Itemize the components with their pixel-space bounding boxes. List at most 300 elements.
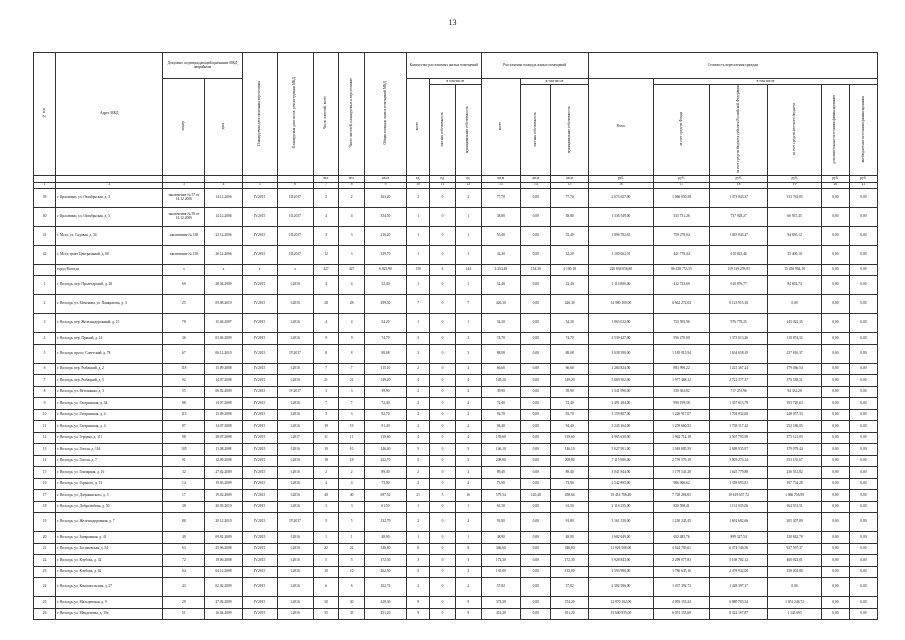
table-cell: 0,00: [849, 375, 877, 387]
table-cell: 21: [339, 375, 365, 387]
table-row: [34, 344, 878, 363]
table-cell: г. Вологда, ул. Ветошкина, д. 3: [56, 386, 163, 398]
table-cell: 1: [455, 245, 481, 264]
unit-cell: [163, 175, 205, 182]
table-cell: 94 332,28: [768, 386, 822, 398]
table-cell: 0,00: [521, 421, 551, 433]
table-row: [34, 532, 878, 544]
table-cell: 130 842,70: [768, 532, 822, 544]
table-cell: 0: [430, 245, 456, 264]
table-cell: [34, 264, 56, 276]
table-cell: 66,60: [481, 363, 521, 375]
table-cell: 74,70: [364, 333, 406, 345]
table-cell: 374,20: [551, 597, 588, 609]
table-cell: 1 437 392,73: [654, 578, 710, 597]
table-cell: I.2016: [277, 398, 313, 410]
table-cell: I.2016: [277, 409, 313, 421]
table-cell: 1: [34, 276, 56, 295]
table-cell: 1: [406, 226, 429, 245]
table-cell: 1 682 649,00: [588, 532, 653, 544]
table-cell: 14.07.2008: [205, 398, 242, 410]
table-cell: 4: [313, 276, 339, 295]
table-row: [34, 386, 878, 398]
table-cell: 72: [163, 555, 205, 567]
unit-cell: [242, 175, 277, 182]
table-cell: 88,08: [364, 344, 406, 363]
table-cell: 346,60: [551, 543, 588, 555]
table-cell: IV.2015: [242, 276, 277, 295]
table-cell: 1 336 549,00: [588, 207, 653, 226]
column-number-cell: 15: [551, 182, 588, 188]
unit-cell: руб.: [588, 175, 653, 182]
table-cell: 8 123 915,16: [710, 295, 768, 314]
table-cell: х: [277, 264, 313, 276]
table-cell: 0: [430, 578, 456, 597]
table-cell: 0,00: [849, 608, 877, 620]
table-cell: 144: [455, 264, 481, 276]
unit-cell: руб.: [849, 175, 877, 182]
table-cell: 0,00: [849, 188, 877, 207]
table-cell: 15.09.2008: [205, 363, 242, 375]
table-cell: 2 698 935,97: [710, 444, 768, 456]
table-cell: г. Вологда, ул. Гагаринская, д. 4: [56, 421, 163, 433]
table-cell: 1 131 035,06: [710, 501, 768, 513]
table-cell: 2: [406, 363, 429, 375]
table-cell: 0: [430, 566, 456, 578]
table-cell: 652 485,76: [654, 532, 710, 544]
table-cell: 92,70: [364, 409, 406, 421]
table-cell: 0: [430, 188, 456, 207]
table-cell: 1 259 660,53: [654, 421, 710, 433]
table-cell: 42: [34, 245, 56, 264]
table-cell: I.2016: [277, 295, 313, 314]
table-cell: 10: [34, 409, 56, 421]
column-number-cell: 16: [588, 182, 653, 188]
table-cell: 0: [430, 421, 456, 433]
table-cell: заключение № 139: [163, 245, 205, 264]
table-cell: 1 786 645,16: [654, 566, 710, 578]
table-row: [34, 597, 878, 609]
table-cell: 18: [313, 455, 339, 467]
table-cell: 2 539 427,00: [588, 333, 653, 345]
table-cell: 0,00: [521, 478, 551, 490]
table-cell: 375 121,83: [768, 432, 822, 444]
table-cell: I.2016: [277, 566, 313, 578]
table-cell: г. Вологда, ул. Мальцевская, д. 9: [56, 597, 163, 609]
table-row: [34, 245, 878, 264]
col-doc-number-header: номер: [163, 79, 205, 176]
table-cell: 11: [313, 432, 339, 444]
table-cell: 3: [339, 386, 365, 398]
table-cell: IV.2015: [242, 478, 277, 490]
table-cell: 88,08: [551, 344, 588, 363]
table-cell: 15.04.2007: [205, 314, 242, 333]
table-cell: I.2016: [277, 455, 313, 467]
table-cell: город Вологда: [56, 264, 163, 276]
table-cell: 6 925,90: [364, 264, 406, 276]
table-cell: 0,00: [521, 314, 551, 333]
table-cell: г. Вологда, пер. Железнодорожный, д. 15: [56, 314, 163, 333]
table-cell: 94,40: [551, 421, 588, 433]
table-cell: 06.02.2009: [205, 386, 242, 398]
unit-cell: ед.: [406, 175, 429, 182]
table-cell: 88,08: [481, 344, 521, 363]
table-cell: 10: [339, 444, 365, 456]
table-cell: 427: [313, 264, 339, 276]
table-cell: 0,00: [849, 398, 877, 410]
table-cell: 579,54: [481, 490, 521, 502]
table-cell: IV.2015: [242, 432, 277, 444]
table-cell: 0,00: [521, 363, 551, 375]
table-cell: г. Красавино, ул. Октябрьская, д. 5: [56, 207, 163, 226]
table-cell: 98: [163, 432, 205, 444]
unit-cell: руб.: [654, 175, 710, 182]
table-cell: 32: [163, 467, 205, 479]
table-cell: 1: [455, 226, 481, 245]
table-cell: 2: [455, 467, 481, 479]
table-cell: 427: [339, 264, 365, 276]
table-cell: 54,20: [551, 314, 588, 333]
table-cell: 40: [163, 532, 205, 544]
table-cell: I.2017: [277, 432, 313, 444]
table-cell: 0,00: [821, 226, 849, 245]
table-cell: 0,00: [849, 245, 877, 264]
table-cell: 0,00: [521, 188, 551, 207]
table-cell: 19: [339, 421, 365, 433]
table-cell: 2: [406, 578, 429, 597]
table-cell: 0: [430, 344, 456, 363]
table-cell: 40: [339, 490, 365, 502]
table-cell: г. Мста, ул. Садовая, д. 34: [56, 226, 163, 245]
table-cell: 19.06.2008: [205, 555, 242, 567]
table-row: [34, 467, 878, 479]
table-cell: 4: [34, 333, 56, 345]
table-cell: 379 079,44: [768, 444, 822, 456]
table-cell: IV.2015: [242, 188, 277, 207]
table-cell: IV.2015: [242, 245, 277, 264]
table-cell: 132,79: [364, 513, 406, 532]
table-cell: 0,00: [821, 555, 849, 567]
table-cell: г. Вологда, пер. Рыбацкий, д. 2: [56, 363, 163, 375]
table-cell: 1 359 093,81: [710, 478, 768, 490]
table-cell: 220 836 056,80: [588, 264, 653, 276]
table-cell: 115,10: [364, 363, 406, 375]
table-cell: г. Вологда, ул. Комсомольская, д. 27: [56, 578, 163, 597]
table-cell: 3: [34, 314, 56, 333]
table-cell: 697,52: [364, 490, 406, 502]
unit-cell: ед.: [455, 175, 481, 182]
table-cell: 74,70: [481, 333, 521, 345]
table-cell: 25: [163, 295, 205, 314]
table-cell: 2: [455, 363, 481, 375]
unit-cell: кв.м: [521, 175, 551, 182]
table-cell: 88: [163, 513, 205, 532]
table-cell: 48,90: [551, 532, 588, 544]
table-cell: 2: [455, 578, 481, 597]
table-cell: 1 949 885,59: [654, 444, 710, 456]
column-number-cell: 1: [34, 182, 56, 188]
table-cell: 0,00: [821, 295, 849, 314]
table-cell: 3: [339, 409, 365, 421]
table-cell: 1 357 813,79: [710, 398, 768, 410]
table-cell: IV.2017: [277, 344, 313, 363]
table-cell: 15 600 935,00: [588, 608, 653, 620]
table-cell: 1 473 843,37: [710, 188, 768, 207]
table-cell: 9: [406, 597, 429, 609]
table-cell: 1 863 022,00: [588, 314, 653, 333]
table-cell: 7: [339, 363, 365, 375]
table-cell: 0: [430, 386, 456, 398]
table-cell: 135,00: [481, 566, 521, 578]
table-cell: 43: [163, 578, 205, 597]
table-cell: 370 538,51: [768, 375, 822, 387]
table-cell: 8: [455, 543, 481, 555]
table-cell: 1 896 782,63: [588, 226, 653, 245]
table-cell: 7 728 281,65: [654, 490, 710, 502]
table-cell: 19.03.2009: [205, 478, 242, 490]
table-cell: 354,50: [364, 207, 406, 226]
table-cell: 6 880 703,34: [710, 597, 768, 609]
table-cell: 92,70: [481, 409, 521, 421]
table-cell: 533 731,26: [654, 207, 710, 226]
table-cell: 03.04.2009: [205, 333, 242, 345]
table-cell: заключение № 59 от 14.12.2006: [163, 207, 205, 226]
table-cell: 139,60: [364, 432, 406, 444]
table-cell: 2 721 377,37: [710, 375, 768, 387]
table-cell: 146,10: [481, 444, 521, 456]
table-cell: 0,00: [521, 375, 551, 387]
table-cell: 0,00: [849, 566, 877, 578]
table-cell: 15 456 904,18: [768, 264, 822, 276]
table-cell: I.2016: [277, 276, 313, 295]
table-cell: 172,30: [481, 555, 521, 567]
table-cell: 21: [34, 543, 56, 555]
table-cell: 0,00: [821, 188, 849, 207]
col-area-group-header: Расселяемая площадь жилых помещений: [481, 53, 588, 79]
table-cell: 39: [34, 188, 56, 207]
table-cell: III.2017: [277, 207, 313, 226]
col-cost-total-header: Всего: [588, 79, 653, 176]
table-cell: 7: [455, 295, 481, 314]
table-cell: 5 069 502,00: [588, 375, 653, 387]
table-cell: 1: [455, 314, 481, 333]
table-cell: 55 400,10: [768, 245, 822, 264]
table-cell: 3: [313, 501, 339, 513]
table-cell: 1 185 915,94: [654, 344, 710, 363]
column-number-cell: 18: [710, 182, 768, 188]
table-cell: 193 720,63: [768, 398, 822, 410]
table-cell: 3 245 164,00: [588, 421, 653, 433]
table-cell: г. Вологда, ул. Гончарная, д. 16: [56, 467, 163, 479]
table-cell: 16.04.2009: [205, 608, 242, 620]
table-cell: 179 466,54: [768, 363, 822, 375]
table-cell: 73,90: [481, 478, 521, 490]
table-row: [34, 421, 878, 433]
table-cell: 4: [339, 478, 365, 490]
table-cell: 1 045 843,27: [710, 226, 768, 245]
table-cell: 2: [455, 386, 481, 398]
table-row: [34, 363, 878, 375]
table-cell: 426,30: [551, 295, 588, 314]
table-cell: 1: [339, 532, 365, 544]
table-cell: 146,40: [364, 444, 406, 456]
unit-cell: руб.: [710, 175, 768, 182]
table-cell: 84 602,74: [768, 276, 822, 295]
unit-cell: [34, 175, 56, 182]
col-cost-region-header: за счет средств бюджета субъекта Российской Федерации: [710, 85, 768, 176]
table-cell: 262,50: [364, 566, 406, 578]
table-cell: 4: [339, 276, 365, 295]
col-cost-surplus-header: внебюджетные источники финансирования: [849, 85, 877, 176]
table-cell: 6 374 146,56: [710, 543, 768, 555]
col-num-header: № п/п: [34, 53, 56, 176]
table-cell: 5: [455, 444, 481, 456]
unit-cell: руб.: [821, 175, 849, 182]
table-cell: 553 135,67: [768, 455, 822, 467]
table-cell: 5: [313, 555, 339, 567]
table-cell: г. Вологда, ул. Зосимовская, д. 54: [56, 543, 163, 555]
table-cell: 2: [455, 398, 481, 410]
table-cell: 15.09.2008: [205, 409, 242, 421]
table-cell: 1 977 468,12: [654, 375, 710, 387]
table-cell: 499,30: [364, 295, 406, 314]
table-cell: 451,20: [551, 608, 588, 620]
table-cell: IV.2015: [242, 578, 277, 597]
table-cell: 4 965 630,00: [588, 432, 653, 444]
table-cell: 1 114 880,00: [588, 276, 653, 295]
table-cell: I.2016: [277, 578, 313, 597]
table-header: [34, 53, 878, 189]
table-cell: 13: [34, 444, 56, 456]
table-cell: 9: [34, 398, 56, 410]
table-cell: 0,00: [821, 333, 849, 345]
table-cell: IV.2015: [242, 207, 277, 226]
table-cell: 73,90: [551, 478, 588, 490]
table-cell: 3: [406, 333, 429, 345]
table-cell: I.2016: [277, 314, 313, 333]
table-cell: IV.2015: [242, 444, 277, 456]
table-cell: 14.12.2006: [205, 207, 242, 226]
table-cell: 2 382 586,00: [588, 578, 653, 597]
table-cell: 5 027 901,00: [588, 444, 653, 456]
table-cell: 3 161 330,00: [588, 513, 653, 532]
table-cell: I.2016: [277, 501, 313, 513]
table-cell: 120,40: [521, 490, 551, 502]
table-cell: 0: [430, 276, 456, 295]
table-cell: 91: [163, 455, 205, 467]
table-cell: 820 598,41: [654, 501, 710, 513]
table-row: [34, 501, 878, 513]
table-cell: 4: [406, 432, 429, 444]
table-cell: 0,00: [821, 444, 849, 456]
table-cell: 0,00: [849, 532, 877, 544]
table-row: [34, 264, 878, 276]
table-cell: 5: [339, 555, 365, 567]
table-cell: 0,00: [821, 566, 849, 578]
table-cell: 35: [339, 608, 365, 620]
table-cell: 451,20: [481, 608, 521, 620]
table-cell: 4: [339, 207, 365, 226]
table-cell: 2: [313, 467, 339, 479]
table-cell: 0,00: [521, 444, 551, 456]
table-cell: IV.2015: [242, 295, 277, 314]
col-count-all-header: всего: [406, 79, 429, 176]
table-cell: 3: [313, 409, 339, 421]
table-cell: 04.12.2008: [205, 566, 242, 578]
table-cell: 118: [163, 363, 205, 375]
table-cell: 11: [339, 432, 365, 444]
table-cell: 5: [313, 513, 339, 532]
table-cell: х: [163, 264, 205, 276]
table-cell: 0,00: [521, 532, 551, 544]
column-number-cell: 12: [455, 182, 481, 188]
table-cell: 09.02.2009: [205, 532, 242, 544]
column-number-cell: 7: [313, 182, 339, 188]
table-cell: г. Мста, тракт Центральный, д. 60: [56, 245, 163, 264]
table-cell: 89,40: [481, 467, 521, 479]
table-cell: 0,00: [821, 467, 849, 479]
table-cell: 0,00: [521, 543, 551, 555]
column-number-cell: 3: [163, 182, 205, 188]
table-cell: 0,00: [521, 597, 551, 609]
table-row: [34, 555, 878, 567]
table-cell: 0,00: [849, 344, 877, 363]
table-cell: 6: [313, 578, 339, 597]
table-cell: 248 057,33: [768, 409, 822, 421]
table-cell: IV.2015: [242, 543, 277, 555]
table-cell: 2: [455, 478, 481, 490]
table-row: [34, 276, 878, 295]
table-cell: 02.02.2009: [205, 578, 242, 597]
table-cell: 1: [406, 501, 429, 513]
table-cell: г. Вологда, просп. Советский, д. 78: [56, 344, 163, 363]
table-cell: IV.2015: [242, 566, 277, 578]
table-cell: 733 595,96: [654, 314, 710, 333]
table-cell: 428,30: [364, 597, 406, 609]
table-cell: 63: [163, 543, 205, 555]
table-cell: 252 186,05: [768, 421, 822, 433]
table-cell: I.2016: [277, 478, 313, 490]
table-cell: 2: [455, 513, 481, 532]
table-cell: 61,50: [364, 501, 406, 513]
table-cell: 0: [430, 375, 456, 387]
table-cell: 3: [339, 501, 365, 513]
table-cell: 77,70: [481, 188, 521, 207]
units-row: [34, 175, 878, 182]
table-cell: 7 115 980,00: [588, 455, 653, 467]
table-cell: 6 662 272,04: [654, 295, 710, 314]
table-cell: 4: [313, 207, 339, 226]
table-cell: 2 759 570,19: [654, 455, 710, 467]
table-cell: 52,40: [551, 276, 588, 295]
table-cell: 1 428 397,17: [710, 578, 768, 597]
table-cell: 2 478 932,00: [710, 566, 768, 578]
table-cell: 0,00: [821, 513, 849, 532]
table-cell: 759 278,04: [654, 226, 710, 245]
table-cell: I.2016: [277, 333, 313, 345]
table-cell: 0,00: [821, 264, 849, 276]
table-cell: IV.2015: [242, 467, 277, 479]
table-cell: 38: [163, 501, 205, 513]
table-cell: 0,00: [849, 432, 877, 444]
table-cell: г. Красавино, ул. Октябрьская, д. 3: [56, 188, 163, 207]
table-cell: 0,00: [821, 543, 849, 555]
table-cell: IV.2015: [242, 597, 277, 609]
table-cell: 2 673 657,00: [588, 188, 653, 207]
table-cell: 2: [406, 421, 429, 433]
table-cell: 11 926 506,00: [588, 543, 653, 555]
table-cell: 5: [406, 566, 429, 578]
